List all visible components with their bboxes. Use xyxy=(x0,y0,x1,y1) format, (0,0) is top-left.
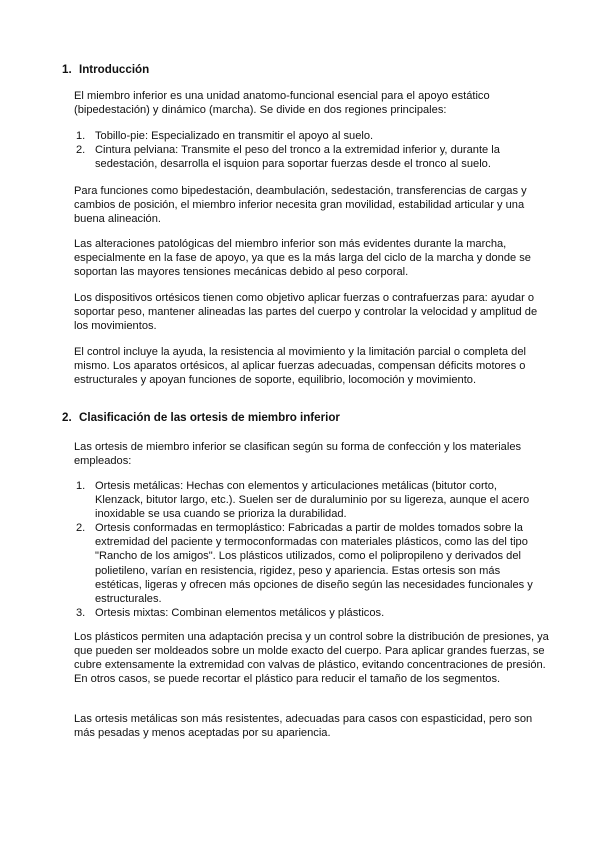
section-title: Introducción xyxy=(79,63,150,76)
list-marker: 3. xyxy=(76,606,86,619)
section-heading-introduccion xyxy=(62,63,149,77)
section-heading-clasificacion xyxy=(62,411,340,425)
list-marker: 2. xyxy=(76,522,86,535)
list-item-text: Ortesis metálicas: Hechas con elementos y articulaciones metálicas (bitutor corto, Klenzack, bitutor largo, etc.). Suelen ser de duraluminio por su ligereza, aunque el acero inoxidable se usa cuando se prioriza la durabilidad. xyxy=(95,480,530,521)
list-item-text: Ortesis mixtas: Combinan elementos metálicos y plásticos. xyxy=(95,606,385,619)
list-marker: 2. xyxy=(76,144,86,157)
section-title: Clasificación de las ortesis de miembro inferior xyxy=(79,411,340,424)
list-item xyxy=(76,129,546,143)
section-number: 2. xyxy=(62,411,72,424)
list-item xyxy=(76,143,546,171)
orthosis-types-list xyxy=(76,479,546,620)
control-paragraph: El control incluye la ayuda, la resistencia al movimiento y la limitación parcial o completa del mismo. Los aparatos ortésicos, al aplicar fuerzas adecuadas, compensan déficits motores o estructurales y apoyan funciones de soporte, equilibrio, locomoción y movimiento. xyxy=(74,346,526,387)
classification-intro-paragraph: Las ortesis de miembro inferior se clasifican según su forma de confección y los materiales empleados: xyxy=(74,441,522,468)
regions-list xyxy=(76,129,546,171)
functions-paragraph: Para funciones como bipedestación, deambulación, sedestación, transferencias de cargas y cambios de posición, el miembro inferior necesita gran movilidad, estabilidad articular y una buena alineación. xyxy=(74,185,527,226)
list-marker: 1. xyxy=(76,130,86,142)
list-item xyxy=(76,521,546,606)
list-item xyxy=(76,606,546,620)
list-item-text: Tobillo-pie: Especializado en transmitir el apoyo al suelo. xyxy=(95,130,374,142)
orthotic-goals-paragraph: Los dispositivos ortésicos tienen como objetivo aplicar fuerzas o contrafuerzas para: ayudar o soportar peso, mantener alineadas las partes del cuerpo y controlar la velocidad y amplitud de los movimientos. xyxy=(74,292,538,333)
list-item-text: Cintura pelviana: Transmite el peso del tronco a la extremidad inferior y, durante la sedestación, desarrolla el isquion para soportar fuerzas desde el tronco al suelo. xyxy=(95,144,500,171)
list-item xyxy=(76,479,546,521)
list-item-text: Ortesis conformadas en termoplástico: Fabricadas a partir de moldes tomados sobre la extremidad del paciente y termoconformadas con materiales plásticos, como las del tipo "Rancho de los amigos". Los plásticos utilizados, como el polipropileno y derivados del polietileno, varían en resistencia, rigidez, peso y apariencia. Estas ortesis son más estéticas, ligeras y ofrecen más opciones de diseño según las necesidades funcionales y estructurales. xyxy=(95,522,533,605)
list-marker: 1. xyxy=(76,480,86,492)
pathology-paragraph: Las alteraciones patológicas del miembro inferior son más evidentes durante la marcha, especialmente en la fase de apoyo, ya que es la más larga del ciclo de la marcha y donde se soportan las mayores tensiones mecánicas debido al peso corporal. xyxy=(74,238,531,279)
plastics-paragraph: Los plásticos permiten una adaptación precisa y un control sobre la distribución de presiones, ya que pueden ser moldeados sobre un molde exacto del cuerpo. Para aplicar grandes fuerzas, se cubre extensamente la extremidad con valvas de plástico, evitando concentraciones de presión. En otros casos, se puede recortar el plástico para reducir el tamaño de los segmentos. xyxy=(74,631,549,686)
metal-orthosis-paragraph: Las ortesis metálicas son más resistentes, adecuadas para casos con espasticidad, pero son más pesadas y menos aceptadas por su apariencia. xyxy=(74,713,533,740)
intro-paragraph: El miembro inferior es una unidad anatomo-funcional esencial para el apoyo estático (bipedestación) y dinámico (marcha). Se divide en dos regiones principales: xyxy=(74,90,490,117)
section-number: 1. xyxy=(62,63,72,76)
